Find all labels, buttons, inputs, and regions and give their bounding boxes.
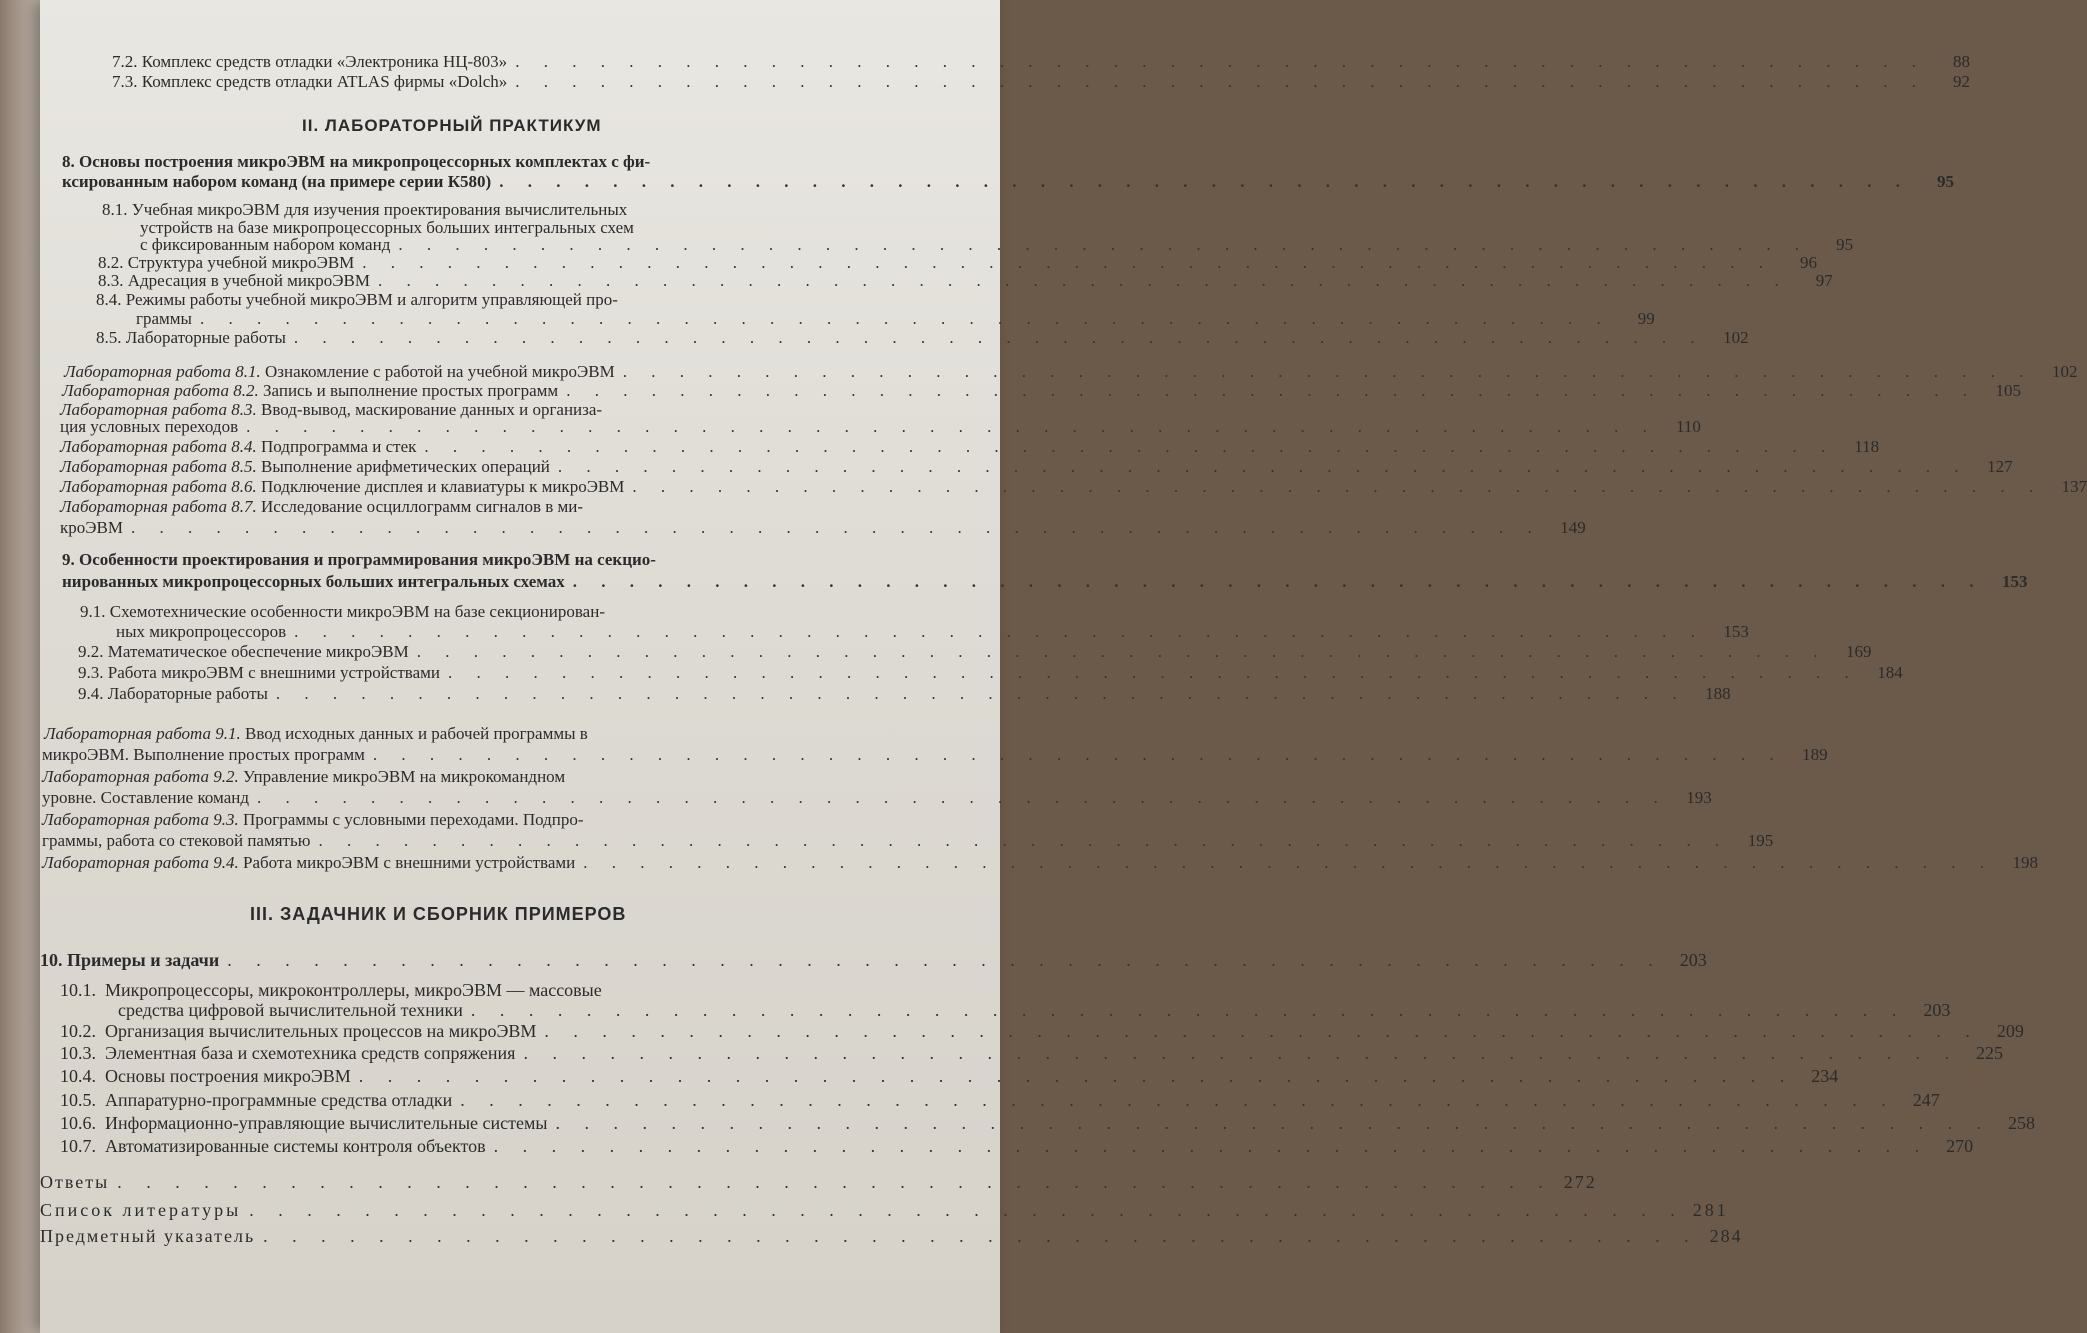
chapter-title-cont: нированных микропроцессорных больших интегральных схемах [62, 572, 565, 591]
page-number: 203 [1679, 950, 1707, 970]
lab-entry-line [60, 497, 583, 517]
entry-line [102, 200, 627, 220]
leader-dots: . . . . . . . . . . . . . . . . . . . . . . . . . . . . . . . . . . . . . . . . . . . . . . . . . . [572, 572, 1984, 591]
entry-title-cont: граммы [136, 309, 192, 328]
entry-title: Учебная микроЭВМ для изучения проектирования вычислительных [131, 200, 628, 219]
entry-number: 10.3. [60, 1043, 96, 1063]
page-number: 95 [1836, 235, 1854, 254]
page-number: 188 [1705, 684, 1731, 703]
leader-dots: . . . . . . . . . . . . . . . . . . . . . . . . . . . . . . . . . . . . . . . . . . . . . . . . . . [523, 1043, 1959, 1063]
page-number: 270 [1946, 1136, 1974, 1156]
leader-dots: . . . . . . . . . . . . . . . . . . . . . . . . . . . . . . . . . . . . . . . . . . . . . . . . . . [246, 417, 1657, 436]
page-number: 102 [2051, 362, 2078, 381]
leader-dots: . . . . . . . . . . . . . . . . . . . . . . . . . . . . . . . . . . . . . . . . . . . . . . . . . . [227, 950, 1663, 970]
entry-title-cont: кроЭВМ [60, 518, 123, 537]
lab-entry-line [42, 810, 584, 830]
leader-dots: . . . . . . . . . . . . . . . . . . . . . . . . . . . . . . . . . . . . . . . . . . . . . . . . . . [447, 663, 1859, 682]
page-number: 88 [1952, 52, 1970, 71]
entry-number: 8.4. [96, 290, 122, 309]
leader-dots: . . . . . . . . . . . . . . . . . . . . . . . . . . . . . . . . . . . . . . . . . . . . . . . . . . [544, 1021, 1980, 1041]
page-number: 195 [1747, 831, 1774, 850]
page-number: 127 [1987, 457, 2013, 476]
entry-title: Лабораторные работы [125, 328, 286, 347]
entry-title: Микропроцессоры, микроконтроллеры, микроЭВМ — массовые [105, 980, 602, 1000]
leader-dots: . . . . . . . . . . . . . . . . . . . . . . . . . . . . . . . . . . . . . . . . . . . . . . . . . . [377, 271, 1789, 290]
entry-title: Лабораторные работы [107, 684, 268, 703]
toc-entry [112, 72, 1970, 92]
lab-entry [42, 831, 1774, 851]
table-of-contents [40, 0, 2087, 1333]
toc-entry [60, 1090, 1940, 1111]
entry-title-cont: микроЭВМ. Выполнение простых программ [42, 745, 365, 764]
lab-label: Лабораторная работа 8.2. [62, 381, 259, 400]
entry-title-cont: средства цифровой вычислительной техники [118, 1000, 463, 1020]
leader-dots: . . . . . . . . . . . . . . . . . . . . . . . . . . . . . . . . . . . . . . . . . . . . . . . . . . [257, 788, 1668, 807]
page-number: 102 [1723, 328, 1749, 347]
page-number: 169 [1845, 642, 1872, 661]
lab-entry [62, 381, 2021, 401]
toc-entry [62, 172, 1954, 192]
entry-line [96, 290, 618, 310]
entry-number: 9.2. [78, 642, 104, 661]
toc-entry [62, 572, 2028, 592]
toc-entry [78, 663, 1903, 683]
entry-title: Ввод-вывод, маскирование данных и организа- [261, 400, 603, 419]
entry-title: Выполнение арифметических операций [261, 457, 550, 476]
toc-entry [140, 235, 1854, 255]
lab-label: Лабораторная работа 8.7. [60, 497, 257, 516]
lab-entry [60, 457, 2013, 477]
entry-title: Программы с условными переходами. Подпро- [243, 810, 584, 829]
book-page [40, 0, 2087, 1333]
page-number: 95 [1936, 172, 1954, 191]
page-number: 272 [1563, 1172, 1597, 1192]
leader-dots: . . . . . . . . . . . . . . . . . . . . . . . . . . . . . . . . . . . . . . . . . . . . . . . . . . [263, 1226, 1699, 1246]
leader-dots: . . . . . . . . . . . . . . . . . . . . . . . . . . . . . . . . . . . . . . . . . . . . . . . . . . [318, 831, 1730, 850]
toc-entry [98, 253, 1818, 273]
entry-line [80, 602, 605, 622]
leader-dots: . . . . . . . . . . . . . . . . . . . . . . . . . . . . . . . . . . . . . . . . . . . . . . . . . . [117, 1172, 1553, 1192]
entry-title: Автоматизированные системы контроля объектов [105, 1136, 486, 1156]
entry-title: Предметный указатель [40, 1226, 256, 1246]
toc-entry [78, 642, 1872, 662]
lab-entry [42, 788, 1712, 808]
entry-number: 8.1. [102, 200, 128, 219]
entry-title: Ознакомление с работой на учебной микроЭВМ [265, 362, 615, 381]
entry-title: Математическое обеспечение микроЭВМ [107, 642, 409, 661]
entry-number: 9.1. [80, 602, 106, 621]
page-number: 281 [1692, 1200, 1729, 1220]
leader-dots: . . . . . . . . . . . . . . . . . . . . . . . . . . . . . . . . . . . . . . . . . . . . . . . . . . [493, 1136, 1930, 1156]
toc-entry [40, 950, 1707, 971]
entry-number: 9.4. [78, 684, 104, 703]
page-number: 284 [1709, 1226, 1743, 1246]
lab-label: Лабораторная работа 8.6. [60, 477, 257, 496]
lab-label: Лабораторная работа 8.1. [64, 362, 261, 381]
entry-title: Информационно-управляющие вычислительные системы [105, 1113, 548, 1133]
entry-title: Режимы работы учебной микроЭВМ и алгоритм управляющей про- [125, 290, 618, 309]
entry-title-cont: уровне. Составление команд [42, 788, 249, 807]
leader-dots: . . . . . . . . . . . . . . . . . . . . . . . . . . . . . . . . . . . . . . . . . . . . . . . . . . [275, 684, 1687, 703]
toc-entry [40, 1172, 1597, 1193]
page-number: 247 [1912, 1090, 1940, 1110]
page-number: 97 [1815, 271, 1833, 290]
leader-dots: . . . . . . . . . . . . . . . . . . . . . . . . . . . . . . . . . . . . . . . . . . . . . . . . . . [424, 437, 1836, 456]
lab-label: Лабораторная работа 8.5. [60, 457, 257, 476]
lab-entry [64, 362, 2078, 382]
toc-entry [116, 622, 1749, 642]
lab-entry [42, 745, 1828, 765]
chapter-title-cont: ксированным набором команд (на примере серии К580) [62, 172, 492, 191]
leader-dots: . . . . . . . . . . . . . . . . . . . . . . . . . . . . . . . . . . . . . . . . . . . . . . . . . . [398, 235, 1810, 254]
lab-entry-line [42, 767, 565, 787]
leader-dots: . . . . . . . . . . . . . . . . . . . . . . . . . . . . . . . . . . . . . . . . . . . . . . . . . . [362, 253, 1774, 272]
entry-title: Организация вычислительных процессов на микроЭВМ [105, 1021, 537, 1041]
leader-dots: . . . . . . . . . . . . . . . . . . . . . . . . . . . . . . . . . . . . . . . . . . . . . . . . . . [249, 1200, 1685, 1220]
leader-dots: . . . . . . . . . . . . . . . . . . . . . . . . . . . . . . . . . . . . . . . . . . . . . . . . . . [199, 309, 1611, 328]
page-number: 118 [1854, 437, 1880, 456]
leader-dots: . . . . . . . . . . . . . . . . . . . . . . . . . . . . . . . . . . . . . . . . . . . . . . . . . . [515, 52, 1926, 71]
toc-entry [40, 1200, 1729, 1221]
entry-title: Подключение дисплея и клавиатуры к микроЭВМ [261, 477, 625, 496]
entry-title: Работа микроЭВМ с внешними устройствами [107, 663, 440, 682]
entry-number: 10.1. [60, 980, 96, 1000]
entry-title: Работа микроЭВМ с внешними устройствами [243, 853, 576, 872]
entry-number: 8.5. [96, 328, 122, 347]
entry-title: Комплекс средств отладки ATLAS фирмы «Dolch» [141, 72, 508, 91]
entry-number: 10.4. [60, 1066, 96, 1086]
toc-entry [60, 1021, 2024, 1042]
entry-title: Исследование осциллограмм сигналов в ми- [261, 497, 584, 516]
entry-number: 7.2. [112, 52, 138, 71]
entry-title-cont: граммы, работа со стековой памятью [42, 831, 311, 850]
entry-title: Управление микроЭВМ на микрокомандном [243, 767, 566, 786]
page-number: 96 [1800, 253, 1818, 272]
entry-title-cont: с фиксированным набором команд [140, 235, 391, 254]
toc-entry [118, 1000, 1951, 1021]
leader-dots: . . . . . . . . . . . . . . . . . . . . . . . . . . . . . . . . . . . . . . . . . . . . . . . . . . [557, 457, 1969, 476]
lab-label: Лабораторная работа 9.1. [44, 724, 241, 743]
page-number: 153 [1723, 622, 1749, 641]
lab-label: Лабораторная работа 8.4. [60, 437, 257, 456]
leader-dots: . . . . . . . . . . . . . . . . . . . . . . . . . . . . . . . . . . . . . . . . . . . . . . . . . . [470, 1000, 1907, 1020]
chapter-title: 9. Особенности проектирования и программирования микроЭВМ на секцио- [62, 550, 656, 569]
part-heading: III. ЗАДАЧНИК И СБОРНИК ПРИМЕРОВ [250, 904, 627, 924]
entry-title: Подпрограмма и стек [261, 437, 417, 456]
page-number: 92 [1953, 72, 1970, 91]
lab-entry [60, 417, 1701, 437]
chapter-title: 8. Основы построения микроЭВМ на микропроцессорных комплектах с фи- [62, 152, 651, 171]
toc-entry [112, 52, 1970, 72]
page-number: 193 [1686, 788, 1712, 807]
page-number: 153 [2002, 572, 2028, 591]
leader-dots: . . . . . . . . . . . . . . . . . . . . . . . . . . . . . . . . . . . . . . . . . . . . . . . . . . [499, 172, 1910, 191]
entry-title: Ввод исходных данных и рабочей программы в [245, 724, 588, 743]
lab-entry-line [44, 724, 588, 744]
page-number: 149 [1560, 518, 1586, 537]
leader-dots: . . . . . . . . . . . . . . . . . . . . . . . . . . . . . . . . . . . . . . . . . . . . . . . . . . [583, 853, 1994, 872]
lab-label: Лабораторная работа 9.2. [42, 767, 239, 786]
lab-label: Лабораторная работа 9.3. [42, 810, 239, 829]
page-number: 234 [1811, 1066, 1839, 1086]
entry-title: Основы построения микроЭВМ [105, 1066, 351, 1086]
page-number: 137 [2061, 477, 2087, 496]
leader-dots: . . . . . . . . . . . . . . . . . . . . . . . . . . . . . . . . . . . . . . . . . . . . . . . . . . [515, 72, 1926, 91]
leader-dots: . . . . . . . . . . . . . . . . . . . . . . . . . . . . . . . . . . . . . . . . . . . . . . . . . . [632, 477, 2044, 496]
leader-dots: . . . . . . . . . . . . . . . . . . . . . . . . . . . . . . . . . . . . . . . . . . . . . . . . . . [555, 1113, 1991, 1133]
leader-dots: . . . . . . . . . . . . . . . . . . . . . . . . . . . . . . . . . . . . . . . . . . . . . . . . . . [372, 745, 1784, 764]
toc-entry [60, 1136, 1974, 1157]
part-heading: II. ЛАБОРАТОРНЫЙ ПРАКТИКУМ [302, 116, 602, 135]
entry-title: Элементная база и схемотехника средств сопряжения [105, 1043, 516, 1063]
page-number: 258 [2007, 1113, 2035, 1133]
toc-entry [98, 271, 1833, 291]
entry-line [60, 980, 602, 1001]
entry-line: устройств на базе микропроцессорных больших интегральных схем [140, 218, 634, 237]
leader-dots: . . . . . . . . . . . . . . . . . . . . . . . . . . . . . . . . . . . . . . . . . . . . . . . . . . [130, 518, 1542, 537]
leader-dots: . . . . . . . . . . . . . . . . . . . . . . . . . . . . . . . . . . . . . . . . . . . . . . . . . . [566, 381, 1977, 400]
entry-number: 10.2. [60, 1021, 96, 1041]
leader-dots: . . . . . . . . . . . . . . . . . . . . . . . . . . . . . . . . . . . . . . . . . . . . . . . . . . [358, 1066, 1795, 1086]
toc-entry [60, 1113, 2035, 1134]
page-number: 99 [1637, 309, 1655, 328]
entry-number: 9.3. [78, 663, 104, 682]
toc-entry [60, 1043, 2003, 1064]
entry-title: Комплекс средств отладки «Электроника НЦ-803» [141, 52, 508, 71]
chapter-title: 10. Примеры и задачи [40, 950, 220, 970]
entry-title: Список литературы [40, 1200, 242, 1220]
lab-label: Лабораторная работа 8.3. [60, 400, 257, 419]
entry-title: Структура учебной микроЭВМ [127, 253, 355, 272]
leader-dots: . . . . . . . . . . . . . . . . . . . . . . . . . . . . . . . . . . . . . . . . . . . . . . . . . . [293, 328, 1705, 347]
page-number: 110 [1675, 417, 1701, 436]
toc-entry [78, 684, 1731, 704]
entry-number: 7.3. [112, 72, 138, 91]
lab-entry [60, 437, 1880, 457]
entry-number: 8.3. [98, 271, 124, 290]
lab-entry [60, 477, 2087, 497]
entry-title: Схемотехнические особенности микроЭВМ на базе секционирован- [109, 602, 605, 621]
toc-entry [96, 328, 1749, 348]
entry-title: Аппаратурно-программные средства отладки [105, 1090, 453, 1110]
entry-title: Адресация в учебной микроЭВМ [127, 271, 370, 290]
toc-entry [60, 1066, 1839, 1087]
lab-label: Лабораторная работа 9.4. [42, 853, 239, 872]
toc-entry [136, 309, 1655, 329]
page-number: 198 [2012, 853, 2038, 872]
entry-title-cont: ция условных переходов [60, 417, 239, 436]
leader-dots: . . . . . . . . . . . . . . . . . . . . . . . . . . . . . . . . . . . . . . . . . . . . . . . . . . [416, 642, 1828, 661]
entry-title: Ответы [40, 1172, 110, 1192]
leader-dots: . . . . . . . . . . . . . . . . . . . . . . . . . . . . . . . . . . . . . . . . . . . . . . . . . . [622, 362, 2034, 381]
entry-number: 10.6. [60, 1113, 96, 1133]
page-number: 189 [1802, 745, 1828, 764]
lab-entry [60, 518, 1586, 538]
toc-entry [40, 1226, 1743, 1247]
page-number: 225 [1975, 1043, 2003, 1063]
leader-dots: . . . . . . . . . . . . . . . . . . . . . . . . . . . . . . . . . . . . . . . . . . . . . . . . . . [294, 622, 1705, 641]
entry-number: 10.7. [60, 1136, 96, 1156]
page-number: 184 [1877, 663, 1903, 682]
lab-entry [42, 853, 2038, 873]
page-number: 203 [1923, 1000, 1951, 1020]
page-number: 105 [1995, 381, 2021, 400]
page-number: 209 [1996, 1021, 2024, 1041]
leader-dots: . . . . . . . . . . . . . . . . . . . . . . . . . . . . . . . . . . . . . . . . . . . . . . . . . . [460, 1090, 1896, 1110]
entry-number: 10.5. [60, 1090, 96, 1110]
entry-title: Запись и выполнение простых программ [263, 381, 559, 400]
entry-number: 8.2. [98, 253, 124, 272]
entry-title-cont: ных микропроцессоров [116, 622, 287, 641]
